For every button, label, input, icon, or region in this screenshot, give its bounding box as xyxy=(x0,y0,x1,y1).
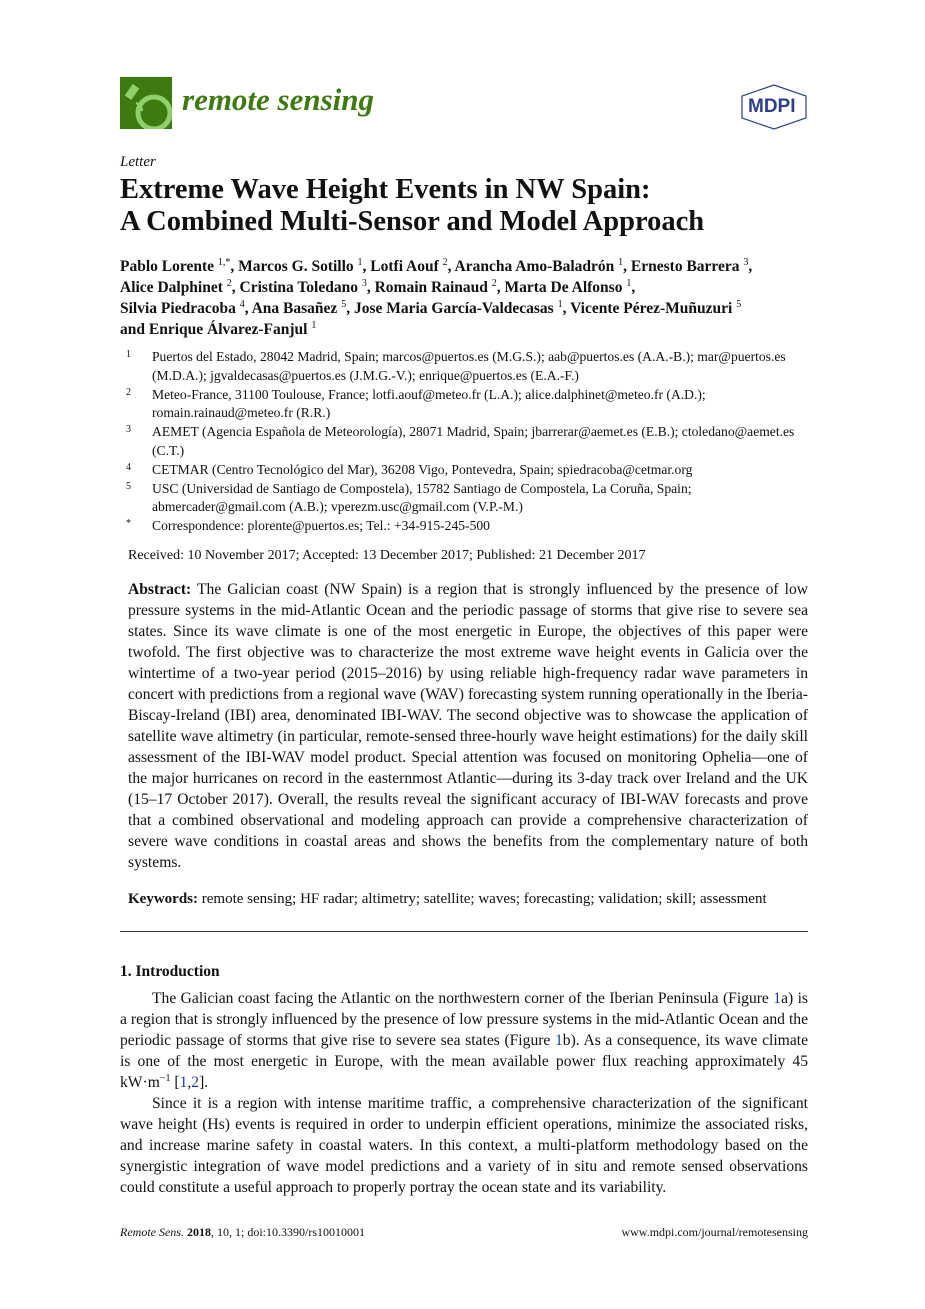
text: The Galician coast facing the Atlantic on the northwestern corner of the Iberian Peninsula (Figure xyxy=(152,989,774,1007)
abstract-label: Abstract: xyxy=(128,580,192,598)
author-name[interactable]: Ana Basañez xyxy=(251,300,338,317)
author-name[interactable]: Vicente Pérez-Muñuzuri xyxy=(570,300,733,317)
author-affiliation-mark: 2 xyxy=(491,277,497,289)
author-affiliation-mark: 2 xyxy=(226,277,232,289)
affiliation-number: 3 xyxy=(126,424,131,436)
masthead xyxy=(0,0,925,140)
affiliation xyxy=(120,461,810,480)
author-affiliation-mark: 1 xyxy=(311,319,317,331)
author-affiliation-mark: 4 xyxy=(239,298,245,310)
author-name[interactable]: Arancha Amo-Baladrón xyxy=(454,258,615,275)
divider xyxy=(120,931,808,932)
journal-url[interactable]: www.mdpi.com/journal/remotesensing xyxy=(621,1224,808,1239)
affiliation-number: 2 xyxy=(126,386,131,398)
affiliation xyxy=(120,480,810,518)
footer-year: 2018 xyxy=(186,1224,211,1239)
affiliation-number: 4 xyxy=(126,461,131,473)
figure-link[interactable]: 1 xyxy=(555,1031,563,1049)
text: , xyxy=(187,1073,192,1091)
author-affiliation-mark: 2 xyxy=(442,256,448,268)
mdpi-logo xyxy=(738,84,810,130)
journal-name: remote sensing xyxy=(182,82,375,117)
author-affiliation-mark: 1 xyxy=(357,256,363,268)
section-heading: 1. Introduction xyxy=(120,962,220,980)
publication-dates: Received: 10 November 2017; Accepted: 13 December 2017; Published: 21 December 2017 xyxy=(128,547,646,563)
page-footer xyxy=(120,1224,808,1240)
affiliation xyxy=(120,517,810,536)
author-affiliation-mark: 1,* xyxy=(217,256,231,268)
author-list: Pablo Lorente $^{1,*}$, Marcos G. Sotillo $^1$, Lotfi Aouf $^2$, Arancha Amo-Baladrón $^1$, Ernesto Barrera $^3$, Alice Dalphinet $^2$, Cristina Toledano $^3$, Romain Rainaud $^2$, Marta De Alfonso $^1$, Silvia Piedracoba $^4$, Ana Basañez $^5$, Jose Maria García-Valdecasas $^1$, Vicente Pérez-Muñuzuri $^5$ and Enrique Álvarez-Fanjul $^1$ xyxy=(120,256,753,338)
author-name[interactable]: Enrique Álvarez-Fanjul xyxy=(148,321,308,338)
author-name[interactable]: Marta De Alfonso xyxy=(504,279,623,296)
footer-doi: , 10, 1; doi:10.3390/rs10010001 xyxy=(210,1224,365,1239)
affiliation-text: AEMET (Agencia Española de Meteorología), 28071 Madrid, Spain; jbarrerar@aemet.es (E.B.); ctoledano@aemet.es (C.T.) xyxy=(152,424,795,458)
affiliation-number: 5 xyxy=(126,480,131,492)
exponent: −1 xyxy=(159,1072,171,1084)
paragraph xyxy=(120,988,808,1093)
title-line: A Combined Multi-Sensor and Model Approach xyxy=(120,206,705,237)
author-name[interactable]: Jose Maria García-Valdecasas xyxy=(353,300,554,317)
affiliation-number: * xyxy=(126,518,131,530)
paragraph: Since it is a region with intense maritime traffic, a comprehensive characterization of the significant wave height (Hs) events is required in order to underpin efficient operations, minimize the associated risks, and increase marine safety in coastal waters. In this context, a multi-platform methodology based on the synergistic integration of wave model predictions and a variety of in situ and remote sensed observations could constitute a useful approach to properly portray the ocean state and its variability. xyxy=(120,1094,808,1196)
author-affiliation-mark: 1 xyxy=(557,298,563,310)
affiliation-text: Correspondence: plorente@puertos.es; Tel.: +34-915-245-500 xyxy=(152,518,490,534)
text: [ xyxy=(170,1073,180,1091)
title-line: Extreme Wave Height Events in NW Spain: xyxy=(120,174,651,205)
figure-link[interactable]: 1 xyxy=(773,989,782,1007)
author-name[interactable]: Silvia Piedracoba xyxy=(120,300,236,317)
keywords xyxy=(128,889,810,909)
author-affiliation-mark: 5 xyxy=(736,298,742,310)
author-affiliation-mark: 5 xyxy=(341,298,347,310)
author-name[interactable]: Pablo Lorente xyxy=(120,258,214,275)
abstract-text: The Galician coast (NW Spain) is a region that is strongly influenced by the presence of low pressure systems in the mid-Atlantic Ocean and the periodic passage of storms that give rise to severe sea states. Since its wave climate is one of the most energetic in Europe, the objectives of this paper were twofold. The first objective was to characterize the most extreme wave height events in Galicia over the wintertime of a two-year period (2015–2016) by using reliable high-frequency radar wave parameters in concert with predictions from a regional wave (WAV) forecasting system running operationally in the Iberia-Biscay-Ireland (IBI) area, denominated IBI-WAV. The second objective was to showcase the application of satellite wave altimetry (in particular, remote-sensed three-hourly wave height estimations) for the daily skill assessment of the IBI-WAV model product. Special attention was focused on monitoring Ophelia—one of the major hurricanes on record in the easternmost Atlantic—during its 3-day track over Ireland and the UK (15–17 October 2017). Overall, the results reveal the significant accuracy of IBI-WAV forecasts and prove that a combined observational and modeling approach can provide a comprehensive characterization of severe wave conditions in coastal areas and shows the benefits from the complementary nature of both systems. xyxy=(128,580,808,871)
keywords-label: Keywords: xyxy=(128,890,198,907)
footer-journal: Remote Sens. xyxy=(120,1224,184,1239)
author-affiliation-mark: 3 xyxy=(361,277,367,289)
paper-title xyxy=(120,174,810,238)
article-content xyxy=(0,152,810,1270)
affiliation xyxy=(120,386,810,424)
journal-logo-icon xyxy=(120,77,172,129)
affiliations xyxy=(120,348,810,536)
abstract xyxy=(128,579,808,873)
body-text xyxy=(120,988,808,1198)
author-name[interactable]: Lotfi Aouf xyxy=(370,258,439,275)
text: ]. xyxy=(199,1073,209,1091)
affiliation xyxy=(120,348,810,386)
author-name[interactable]: Ernesto Barrera xyxy=(630,258,740,275)
affiliation-text: Meteo-France, 31100 Toulouse, France; lotfi.aouf@meteo.fr (L.A.); alice.dalphinet@meteo.fr (A.D.); romain.rainaud@meteo.fr (R.R.) xyxy=(152,386,706,421)
author-name[interactable]: Alice Dalphinet xyxy=(120,279,223,296)
text: a) is a region that is strongly influenced by the presence of low pressure systems in the mid-Atlantic Ocean and the periodic passage of storms that give rise to severe sea states (Figure xyxy=(120,989,809,1049)
author-affiliation-mark: 1 xyxy=(626,277,632,289)
author-name[interactable]: Marcos G. Sotillo xyxy=(238,258,354,275)
author-and: and xyxy=(120,321,145,338)
affiliation-text: Puertos del Estado, 28042 Madrid, Spain; marcos@puertos.es (M.G.S.); aab@puertos.es (A.A.-B.); mar@puertos.es (M.D.A.); jgvaldecasas@puertos.es (J.M.G.-V.); enrique@puertos.es (E.A.-F.) xyxy=(152,349,786,383)
publisher-name: MDPI xyxy=(748,96,796,117)
citation-link[interactable]: 2 xyxy=(191,1073,200,1091)
affiliation-text: USC (Universidad de Santiago de Compostela), 15782 Santiago de Compostela, La Coruña, Spain; abmercader@gmail.com (A.B.); vperezm.usc@gmail.com (V.P.-M.) xyxy=(152,480,692,515)
author-name[interactable]: Cristina Toledano xyxy=(239,279,358,296)
citation-footer xyxy=(120,1224,365,1240)
author-affiliation-mark: 3 xyxy=(743,256,749,268)
affiliation xyxy=(120,423,810,461)
text: b). As a consequence, its wave climate is one of the most energetic in Europe, with the mean available power flux reaching approximately 45 kW·m xyxy=(120,1031,808,1091)
affiliation-number: 1 xyxy=(126,349,131,360)
author-name[interactable]: Romain Rainaud xyxy=(374,279,488,296)
affiliation-text: CETMAR (Centro Tecnológico del Mar), 36208 Vigo, Pontevedra, Spain; spiedracoba@cetmar.org xyxy=(152,461,693,477)
article-type: Letter xyxy=(120,154,156,170)
citation-link[interactable]: 1 xyxy=(179,1073,188,1091)
keywords-text: remote sensing; HF radar; altimetry; satellite; waves; forecasting; validation; skill; assessment xyxy=(201,890,767,907)
author-affiliation-mark: 1 xyxy=(618,256,624,268)
